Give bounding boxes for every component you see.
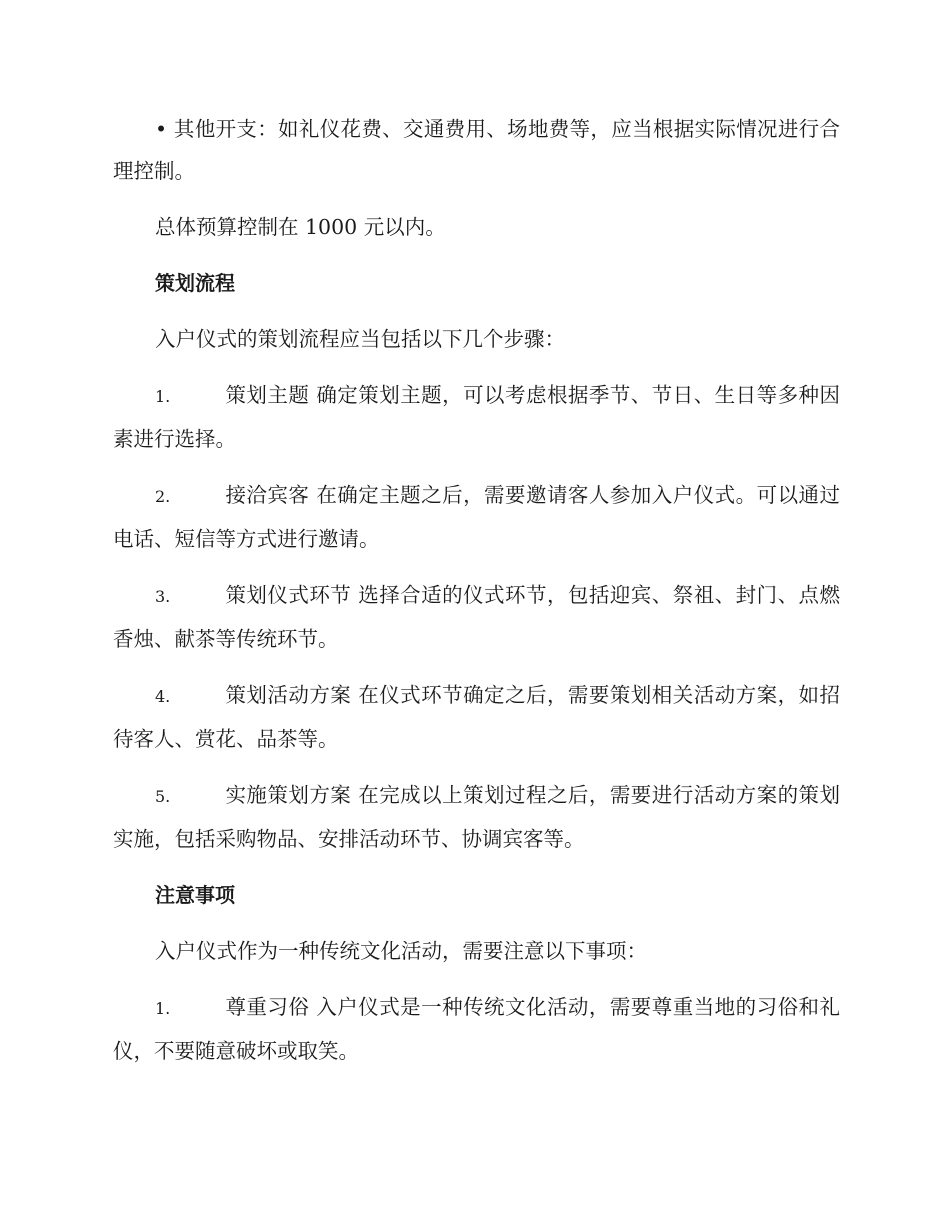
list-text: 策划仪式环节 选择合适的仪式环节，包括迎宾、祭祖、封门、点燃香烛、献茶等传统环节。	[113, 583, 840, 651]
heading-planning-process: 策划流程	[155, 271, 235, 295]
list-text: 接洽宾客 在确定主题之后，需要邀请客人参加入户仪式。可以通过电话、短信等方式进行邀请。	[113, 483, 840, 551]
list-number: 1.	[155, 999, 171, 1018]
list-item	[113, 774, 840, 860]
paragraph-budget-total: 总体预算控制在 1000 元以内。	[155, 215, 446, 239]
list-item	[113, 674, 840, 760]
list-item	[113, 374, 840, 460]
list-text: 实施策划方案 在完成以上策划过程之后，需要进行活动方案的策划实施，包括采购物品、安排活动环节、协调宾客等。	[113, 783, 840, 851]
list-item	[113, 986, 840, 1072]
list-text: 策划主题 确定策划主题，可以考虑根据季节、节日、生日等多种因素进行选择。	[113, 383, 840, 451]
paragraph-other-expenses: • 其他开支：如礼仪花费、交通费用、场地费等，应当根据实际情况进行合理控制。	[113, 117, 840, 183]
list-text: 策划活动方案 在仪式环节确定之后，需要策划相关活动方案，如招待客人、赏花、品茶等。	[113, 683, 840, 751]
paragraph-planning-intro: 入户仪式的策划流程应当包括以下几个步骤：	[155, 327, 565, 351]
list-item	[113, 574, 840, 660]
heading-notes: 注意事项	[155, 883, 235, 907]
list-number: 1.	[155, 387, 171, 406]
list-item	[113, 474, 840, 560]
list-number: 2.	[155, 487, 171, 506]
list-number: 3.	[155, 587, 171, 606]
paragraph-notes-intro: 入户仪式作为一种传统文化活动，需要注意以下事项：	[155, 939, 647, 963]
document-page	[113, 108, 840, 1086]
list-number: 5.	[155, 787, 171, 806]
list-text: 尊重习俗 入户仪式是一种传统文化活动，需要尊重当地的习俗和礼仪，不要随意破坏或取笑。	[113, 995, 840, 1063]
list-number: 4.	[155, 687, 171, 706]
